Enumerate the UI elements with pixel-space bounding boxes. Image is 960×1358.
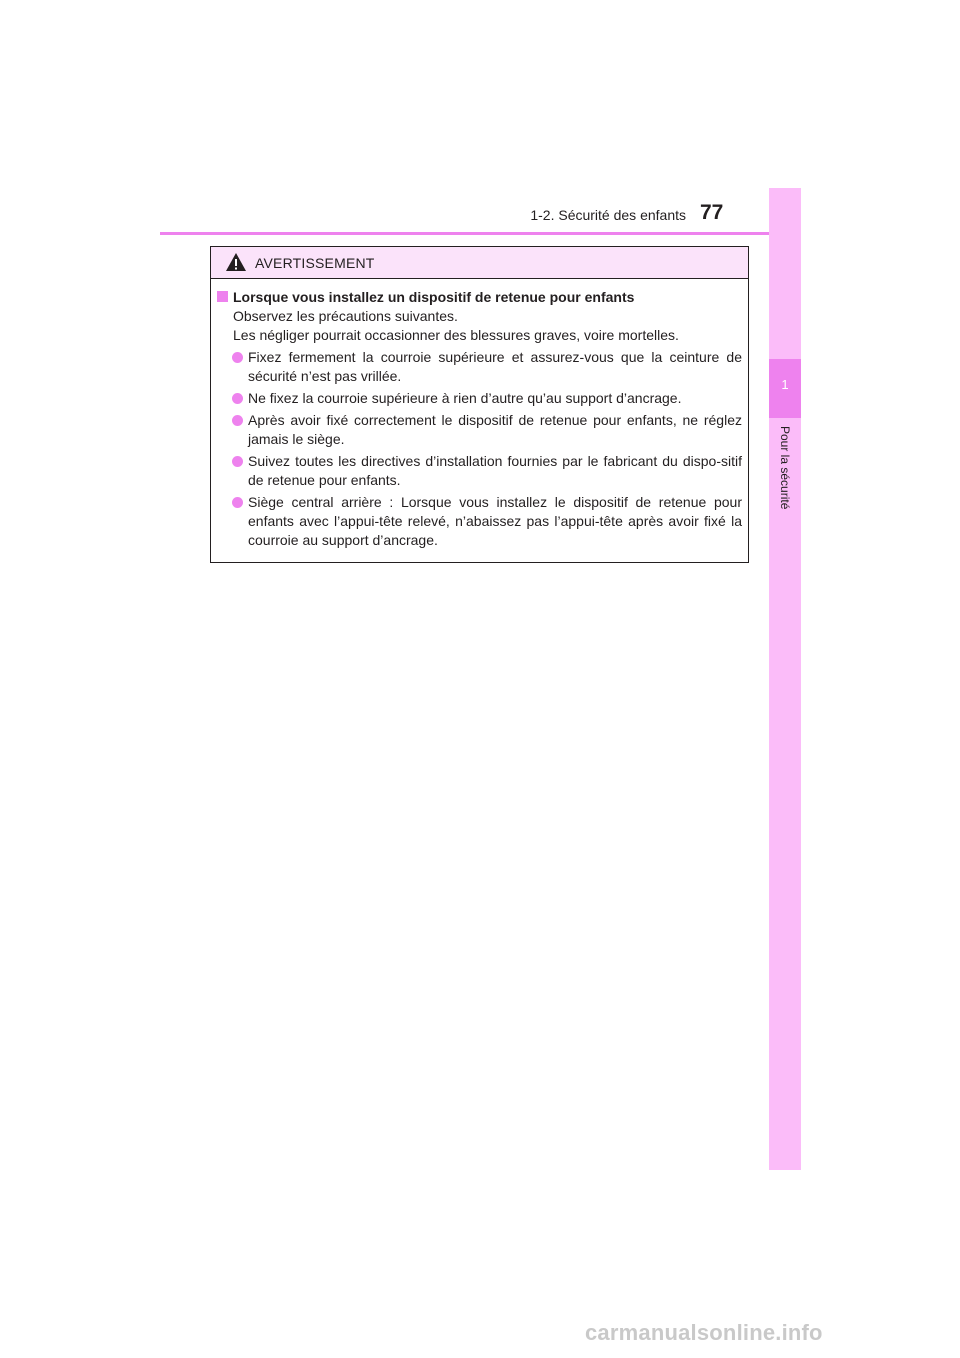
- header-divider: [160, 232, 801, 235]
- warning-triangle-icon: [225, 252, 247, 272]
- precaution-item: [217, 411, 742, 449]
- round-bullet-icon: [232, 393, 243, 404]
- precaution-text: Après avoir fixé correctement le dispositif de retenue pour enfants, ne réglez jamais le siège.: [248, 412, 742, 447]
- precaution-item: [217, 452, 742, 490]
- precaution-item: [217, 348, 742, 386]
- warning-intro-line: Observez les précautions suivantes.: [233, 308, 458, 324]
- precaution-text: Suivez toutes les directives d’installation fournies par le fabricant du dispo-sitif de retenue pour enfants.: [248, 453, 742, 488]
- precaution-text: Fixez fermement la courroie supérieure et assurez-vous que la ceinture de sécurité n’est pas vrillée.: [248, 349, 742, 384]
- page-header: [0, 0, 960, 240]
- round-bullet-icon: [232, 352, 243, 363]
- warning-box: [210, 246, 749, 563]
- section-title: 1-2. Sécurité des enfants: [530, 207, 686, 223]
- warning-header: [211, 247, 748, 279]
- precaution-text: Siège central arrière : Lorsque vous installez le dispositif de retenue pour enfants avec l’appui-tête relevé, n’abaissez pas l’appui-tête après avoir fixé la courroie au support d’ancrage.: [248, 494, 742, 548]
- site-watermark: carmanualsonline.info: [585, 1320, 823, 1345]
- page-number: 77: [700, 201, 724, 224]
- warning-body: [211, 279, 748, 550]
- precaution-list: [217, 348, 742, 550]
- precaution-text: Ne fixez la courroie supérieure à rien d’autre qu’au support d’ancrage.: [248, 390, 682, 406]
- round-bullet-icon: [232, 497, 243, 508]
- chapter-label: Pour la sécurité: [778, 426, 792, 510]
- warning-heading: [217, 288, 742, 307]
- warning-title: AVERTISSEMENT: [255, 255, 375, 271]
- chapter-number: 1: [781, 377, 789, 392]
- round-bullet-icon: [232, 415, 243, 426]
- warning-heading-text: Lorsque vous installez un dispositif de retenue pour enfants: [233, 289, 635, 305]
- square-bullet-icon: [217, 291, 228, 302]
- warning-intro-line: Les négliger pourrait occasionner des blessures graves, voire mortelles.: [233, 327, 679, 343]
- chapter-side-tab: [769, 188, 801, 1170]
- precaution-item: [217, 493, 742, 550]
- round-bullet-icon: [232, 456, 243, 467]
- precaution-item: [217, 389, 742, 408]
